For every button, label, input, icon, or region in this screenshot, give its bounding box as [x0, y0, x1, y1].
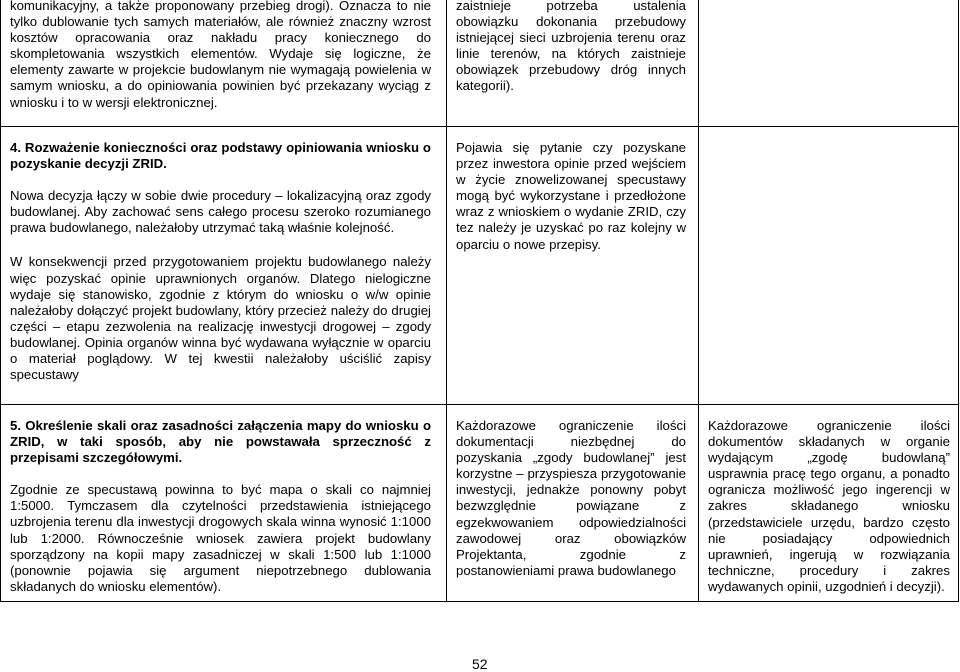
page-number: 52 [472, 656, 488, 672]
row3-col2-text: Każdorazowe ograniczenie ilości dokumentacji niezbędnej do pozyskania „zgody budowlanej” jest korzystne – przyspiesza przygotowanie inwestycji, jednakże ponowny pobyt bezwzględnie powiązane z egzekwowaniem odpowiedzialności zawodowej oraz obowiązków Projektanta, zgodnie z postanowieniami prawa budowlanego [456, 418, 686, 578]
section-4-paragraph-2: W konsekwencji przed przygotowaniem projektu budowlanego należy więc pozyskać opinie uprawnionych organów. Dlatego nielogiczne wydaje się stanowisko, zgodnie z którym do wniosku o w/w opinie należałoby dołączyć projekt budowlany, który przecież należy do drugiej części – etapu zezwolenia na realizację inwestycji drogowej – zgody budowlanej. Opinia organów winna być wydawana wyłącznie w oparciu o materiał poglądowy. W tej kwestii należałoby uściślić zapisy specustawy [10, 254, 431, 383]
table-border-col2 [698, 0, 699, 602]
table-row-divider-1 [0, 126, 959, 127]
row2-col2-cell [456, 140, 686, 253]
table-border-col1 [446, 0, 447, 602]
row3-col1-cell [10, 418, 431, 595]
row3-col2-cell [456, 418, 686, 579]
section-5-heading: 5. Określenie skali oraz zasadności załączenia mapy do wniosku o ZRID, w taki sposób, aby nie powstawała sprzeczność z przepisami szczegółowymi. [10, 418, 431, 466]
row1-col1-cell [10, 0, 431, 111]
table-border-right [958, 0, 959, 602]
row1-col1-text: komunikacyjny, a także proponowany przebieg drogi). Oznacza to nie tylko dublowanie tych samych materiałów, ale również znaczny wzrost kosztów opracowania oraz nakładu pracy koniecznego do skompletowania wszystkich elementów. Wydaje się logiczne, że elementy zawarte w projekcie budowlanym nie wymagają powielenia w samym wniosku, a do opiniowania powinien być przekazany wyciąg z wniosku i to w wersji elektronicznej. [10, 0, 431, 110]
section-4-paragraph-1: Nowa decyzja łączy w sobie dwie procedury – lokalizacyjną oraz zgody budowlanej. Aby zachować sens całego procesu szeroko rozumianego prawa budowlanego, należałoby utrzymać taką właśnie kolejność. [10, 188, 431, 236]
row1-col2-cell [456, 0, 686, 95]
table-border-bottom [0, 601, 959, 602]
row2-col1-cell [10, 140, 431, 383]
row3-col3-cell [708, 418, 950, 595]
table-border-left [0, 0, 1, 602]
section-4-heading: 4. Rozważenie konieczności oraz podstawy opiniowania wniosku o pozyskanie decyzji ZRID. [10, 140, 431, 172]
row2-col2-text: Pojawia się pytanie czy pozyskane przez inwestora opinie przed wejściem w życie znowelizowanej specustawy mogą być wykorzystane i przedłożone wraz z wnioskiem o wydanie ZRID, czy tez należy je uzyskać po raz kolejny w oparciu o nowe przepisy. [456, 140, 686, 252]
row3-col3-text: Każdorazowe ograniczenie ilości dokumentów składanych w organie wydającym „zgodę budowlaną” usprawnia pracę tego organu, a ponadto ogranicza możliwość jego ingerencji w zakres składanego wniosku (przedstawiciele urzędu, bardzo często nie posiadający odpowiednich uprawnień, ingerują w rozwiązania techniczne, procedury i zakres wydawanych opinii, uzgodnień i decyzji). [708, 418, 950, 594]
table-row-divider-2 [0, 404, 959, 405]
section-5-paragraph-1: Zgodnie ze specustawą powinna to być mapa o skali co najmniej 1:5000. Tymczasem dla czytelności przedstawienia istniejącego uzbrojenia terenu dla inwestycji drogowych skala winna wynosić 1:1000 lub 1:2000. Równocześnie wniosek zawiera projekt budowlany sporządzony na kopii mapy zasadniczej w skali 1:500 lub 1:1000 (ponownie pojawia się argument niepotrzebnego dublowania składanych do wniosku elementów). [10, 482, 431, 594]
row1-col2-text: zaistnieje potrzeba ustalenia obowiązku dokonania przebudowy istniejącej sieci uzbrojenia terenu oraz linie terenów, na których zaistnieje obowiązek przebudowy dróg innych kategorii). [456, 0, 686, 94]
